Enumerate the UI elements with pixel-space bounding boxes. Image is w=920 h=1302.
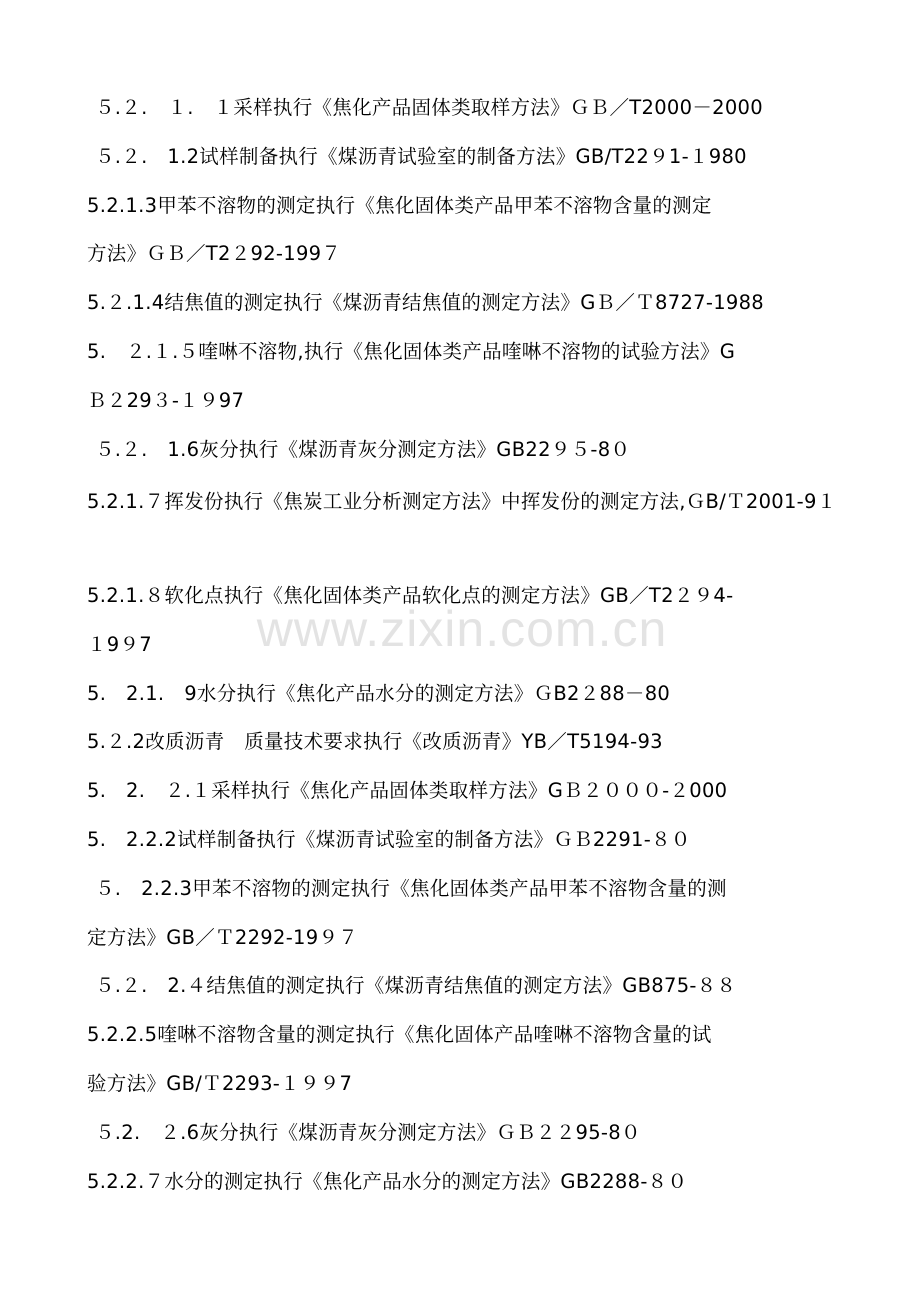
text-line: 5. ２.１.５喹啉不溶物,执行《焦化固体类产品喹啉不溶物的试验方法》G bbox=[87, 339, 736, 363]
text-line: ５. 2.2.3甲苯不溶物的测定执行《焦化固体类产品甲苯不溶物含量的测 bbox=[95, 876, 727, 900]
text-line: 5.2.1.８软化点执行《焦化固体类产品软化点的测定方法》GB／T2２９4- bbox=[87, 583, 734, 607]
watermark: www.zixin.com.cn bbox=[256, 601, 668, 657]
text-line: ５.2. ２.6灰分执行《煤沥青灰分测定方法》ＧＢ２２95-8０ bbox=[95, 1120, 641, 1144]
text-line: 5.2.2.７水分的测定执行《焦化产品水分的测定方法》GB2288-８０ bbox=[87, 1169, 688, 1193]
text-line: ５.２. 1.6灰分执行《煤沥青灰分测定方法》GB22９５-8０ bbox=[95, 437, 631, 461]
text-line: ５.２. 1.2试样制备执行《煤沥青试验室的制备方法》GB/T22９1-１980 bbox=[95, 144, 747, 168]
text-line: ５.２. １. １采样执行《焦化产品固体类取样方法》ＧＢ／T2000－2000 bbox=[95, 96, 763, 119]
document-body bbox=[87, 88, 837, 1210]
text-line: 5. 2.2.2试样制备执行《煤沥青试验室的制备方法》ＧＢ2291-８０ bbox=[87, 827, 691, 851]
text-line: Ｂ２29３-１９97 bbox=[87, 388, 245, 412]
text-line: 5. 2. ２.１采样执行《焦化产品固体类取样方法》GＢ２０００-２000 bbox=[87, 779, 728, 803]
text-line: 5.2.1.3甲苯不溶物的测定执行《焦化固体类产品甲苯不溶物含量的测定 bbox=[87, 193, 712, 217]
text-line: 5.2.2.5喹啉不溶物含量的测定执行《焦化固体产品喹啉不溶物含量的试 bbox=[87, 1023, 712, 1047]
text-line: 定方法》GB／Ｔ2292-19９７ bbox=[87, 925, 359, 949]
text-line: 验方法》GB/Ｔ2293-１９９7 bbox=[87, 1071, 353, 1095]
text-line: 方法》ＧＢ／T2２92-199７ bbox=[87, 242, 342, 266]
text-line: 5.2.1.７挥发份执行《焦炭工业分析测定方法》中挥发份的测定方法,ＧB/Ｔ2001-9１ bbox=[87, 490, 837, 514]
text-line: 5.２.2改质沥青 质量技术要求执行《改质沥青》YB／T5194-93 bbox=[87, 730, 663, 754]
text-line: 5.２.1.4结焦值的测定执行《煤沥青结焦值的测定方法》GＢ／Ｔ8727-1988 bbox=[87, 291, 765, 315]
text-line: 5. 2.1. 9水分执行《焦化产品水分的测定方法》ＧB2２88－80 bbox=[87, 681, 671, 705]
text-line: １9９7 bbox=[87, 632, 153, 656]
text-line: ５.２. 2.４结焦值的测定执行《煤沥青结焦值的测定方法》GB875-８８ bbox=[95, 974, 737, 998]
